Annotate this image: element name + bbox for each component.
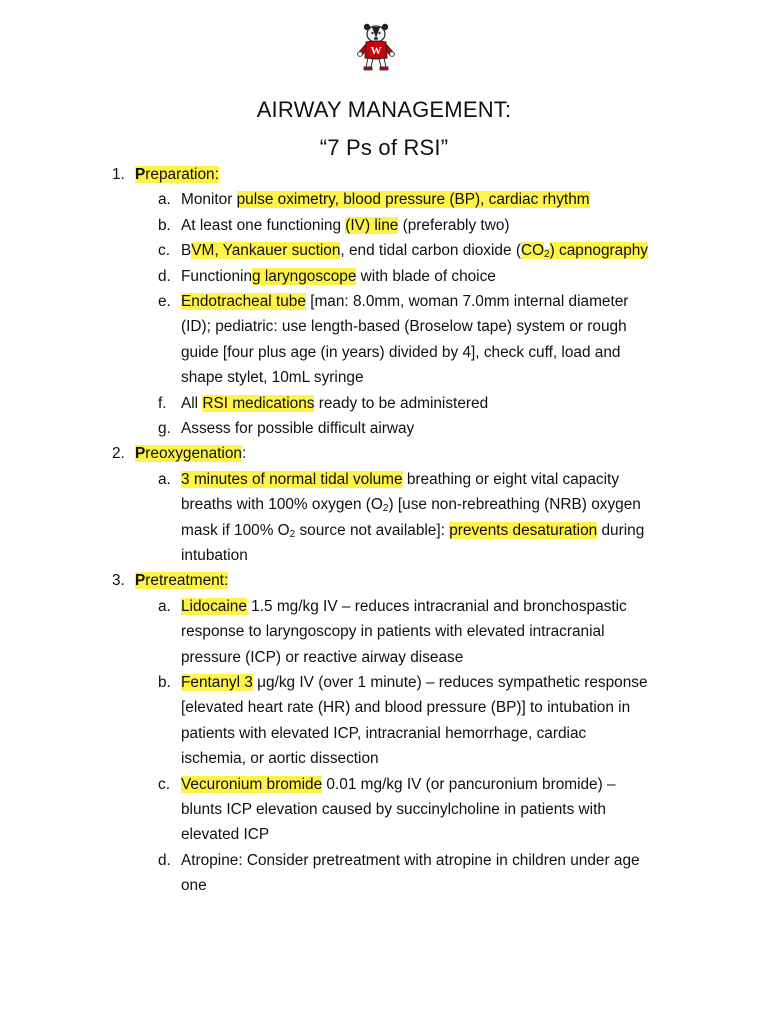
item-text-line xyxy=(181,213,510,238)
text-run: mask if 100% O xyxy=(181,521,290,539)
item-letter: c. xyxy=(158,775,170,793)
text-run: intubation xyxy=(181,547,248,564)
item-letter: a. xyxy=(158,191,171,209)
item-text-line xyxy=(181,416,414,441)
item-text-line xyxy=(181,594,627,619)
item-text-line xyxy=(181,492,641,517)
highlighted-text: VM, Yankauer suction xyxy=(191,242,341,260)
text-run: pressure (ICP) or reactive airway disease xyxy=(181,648,464,666)
section-heading xyxy=(135,162,219,187)
text-run: Functionin xyxy=(181,267,253,285)
highlighted-text: Endotracheal tube xyxy=(181,293,306,310)
text-run: ready to be administered xyxy=(314,394,489,412)
logo-letter: W xyxy=(370,45,382,57)
item-letter: d. xyxy=(158,267,171,285)
text-run: μg/kg IV (over 1 minute) – reduces sympathetic response xyxy=(252,674,648,691)
item-text-line xyxy=(181,797,606,822)
text-run: breathing or eight vital capacity xyxy=(402,470,620,488)
text-run: Monitor xyxy=(181,191,237,209)
text-run: ischemia, or aortic dissection xyxy=(181,750,379,768)
document-subtitle: “7 Ps of RSI” xyxy=(319,135,449,160)
item-letter: a. xyxy=(158,597,171,615)
item-text-line xyxy=(181,238,648,263)
highlighted-text: retreatment: xyxy=(145,572,229,590)
text-run: Assess for possible difficult airway xyxy=(181,420,415,437)
text-run: guide [four plus age (in years) divided by 4], check cuff, load and xyxy=(181,343,621,361)
highlighted-text: RSI medications xyxy=(202,394,315,412)
item-text-line xyxy=(181,822,269,847)
text-run: source not available]: xyxy=(295,521,450,539)
text-run: Atropine: Consider pretreatment with atropine in children under age xyxy=(181,851,640,869)
item-text-line xyxy=(181,264,496,289)
text-run: [elevated heart rate (HR) and blood pressure (BP)] to intubation in xyxy=(181,699,631,717)
text-run: : xyxy=(241,445,247,463)
highlighted-text: P xyxy=(135,166,146,183)
item-letter: d. xyxy=(158,851,171,869)
section-number: 2. xyxy=(112,445,125,463)
item-text-line xyxy=(181,365,364,390)
item-letter: g. xyxy=(158,420,171,437)
highlighted-text: pulse oximetry, blood pressure (BP), cardiac rhythm xyxy=(236,191,590,209)
item-letter: b. xyxy=(158,216,171,234)
item-text-line xyxy=(181,772,616,797)
text-run: breaths with 100% oxygen (O xyxy=(181,496,383,514)
item-letter: b. xyxy=(158,674,171,691)
item-letter: e. xyxy=(158,293,171,310)
text-run: 1.5 mg/kg IV – reduces intracranial and bronchospastic xyxy=(246,597,627,615)
item-letter: f. xyxy=(158,394,167,412)
text-run: with blade of choice xyxy=(356,267,496,285)
text-run: (ID); pediatric: use length-based (Broselow tape) system or rough xyxy=(181,318,627,336)
highlighted-text: g laryngoscope xyxy=(252,267,357,285)
highlighted-text: P xyxy=(135,572,146,590)
document-title: AIRWAY MANAGEMENT: xyxy=(256,97,512,122)
highlighted-text: 3 minutes of normal tidal volume xyxy=(181,470,403,488)
text-run: B xyxy=(181,242,192,260)
section-heading xyxy=(135,441,246,466)
section-heading xyxy=(135,568,228,593)
item-text-line xyxy=(181,340,620,365)
text-run: one xyxy=(181,877,207,895)
item-text-line xyxy=(181,746,379,771)
highlighted-text: Lidocaine xyxy=(181,597,247,615)
text-run: blunts ICP elevation caused by succinylcholine in patients with xyxy=(181,801,606,818)
text-run: All xyxy=(181,394,203,412)
text-run: patients with elevated ICP, intracranial hemorrhage, cardiac xyxy=(181,724,587,742)
item-text-line xyxy=(181,721,586,746)
section-number: 3. xyxy=(112,572,125,590)
text-run: shape stylet, 10mL syringe xyxy=(181,369,364,387)
text-run: , end tidal carbon dioxide ( xyxy=(340,242,521,260)
text-run: At least one functioning xyxy=(181,216,346,234)
item-text-line xyxy=(181,518,644,543)
highlighted-text: P xyxy=(135,445,146,463)
item-text-line xyxy=(181,670,648,695)
item-text-line xyxy=(181,314,627,339)
text-run: ) [use non-rebreathing (NRB) oxygen xyxy=(388,496,641,514)
item-text-line xyxy=(181,543,248,568)
text-run: (preferably two) xyxy=(398,216,510,234)
item-text-line xyxy=(181,391,488,416)
text-run: elevated ICP xyxy=(181,826,270,844)
item-text-line xyxy=(181,645,463,670)
highlighted-text: (IV) line xyxy=(345,216,399,234)
text-run: 0.01 mg/kg IV (or pancuronium bromide) – xyxy=(322,775,616,793)
item-letter: a. xyxy=(158,470,171,488)
highlighted-text: CO xyxy=(520,242,545,260)
highlighted-text: Vecuronium bromide xyxy=(181,775,323,793)
text-run: response to laryngoscopy in patients with elevated intracranial xyxy=(181,623,605,641)
badger-mascot-logo xyxy=(356,22,396,74)
section-number: 1. xyxy=(112,166,125,183)
highlighted-text: reparation: xyxy=(145,166,219,183)
text-run: during xyxy=(597,521,645,539)
highlighted-text: reoxygenation xyxy=(145,445,242,463)
item-text-line xyxy=(181,619,604,644)
item-letter: c. xyxy=(158,242,170,260)
highlighted-text: Fentanyl 3 xyxy=(181,674,253,691)
item-text-line xyxy=(181,695,630,720)
highlighted-text: ) capnography xyxy=(549,242,649,260)
highlighted-text: prevents desaturation xyxy=(449,521,598,539)
item-text-line xyxy=(181,289,628,314)
highlighted-text: 2 xyxy=(544,249,550,261)
item-text-line xyxy=(181,873,207,898)
text-run: 2 xyxy=(289,528,296,540)
item-text-line xyxy=(181,187,590,212)
text-run: 2 xyxy=(382,503,389,515)
item-text-line xyxy=(181,848,640,873)
item-text-line xyxy=(181,467,619,492)
text-run: [man: 8.0mm, woman 7.0mm internal diameter xyxy=(305,293,629,310)
